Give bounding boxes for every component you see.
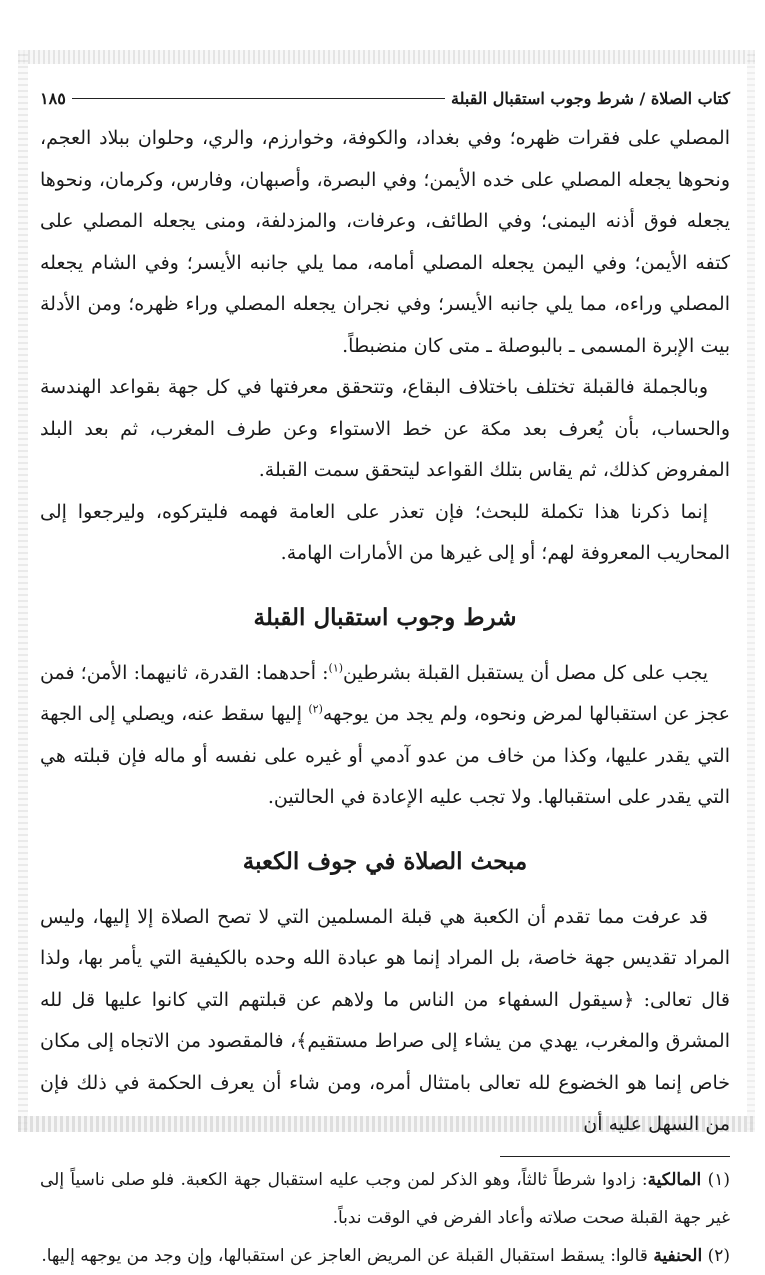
header-rule <box>72 98 445 99</box>
condition-text-1: يجب على كل مصل أن يستقبل القبلة بشرطين <box>343 661 708 684</box>
paragraph-kaaba-prayer: قد عرفت مما تقدم أن الكعبة هي قبلة المسلمين التي لا تصح الصلاة إلا إليها، وليس المراد تقديس جهة خاصة، بل المراد إنما هو عبادة الله وحده بالكيفية التي يأمر بها، ولذا قال تعالى: ﴿سيقول السفهاء من الناس ما ولاهم عن قبلتهم التي كانوا عليها قل لله المشرق والمغرب، يهدي من يشاء إلى صراط مستقيم﴾، فالمقصود من الاتجاه إلى مكان خاص إنما هو الخضوع لله تعالى بامتثال أمره، ومن شاء أن يعرف الحكمة في ذلك فإن من السهل عليه أن <box>40 905 730 1135</box>
footnote-1-label: المالكية <box>647 1169 702 1190</box>
section-heading-qibla-condition: شرط وجوب استقبال القبلة <box>253 603 517 631</box>
footnote-2 <box>40 1237 730 1275</box>
footnote-ref-1[interactable]: (١) <box>328 661 344 675</box>
running-title: كتاب الصلاة / شرط وجوب استقبال القبلة <box>451 88 730 108</box>
condition-text-3: إليها سقط عنه، ويصلي إلى الجهة التي يقدر عليها، وكذا من خاف من عدو آدمي أو غيره على نفسه أو ماله فإن قبلته هي التي يقدر على استقبالها. ولا تجب عليه الإعادة في الحالتين. <box>40 703 730 808</box>
footnote-1-text: : زادوا شرطاً ثالثاً، وهو الذكر لمن وجب عليه استقبال جهة الكعبة. فلو صلى ناسياً إلى غير جهة القبلة صحت صلاته وأعاد الفرض في الوقت ندباً. <box>40 1169 730 1228</box>
paragraph-qibla-condition <box>40 653 730 819</box>
footnote-2-label: الحنفية <box>653 1245 703 1266</box>
footnote-2-text: قالوا: يسقط استقبال القبلة عن المريض العاجز عن استقبالها، وإن وجد من يوجهه إليها. <box>41 1245 654 1266</box>
paragraph-qibla-note: إنما ذكرنا هذا تكملة للبحث؛ فإن تعذر على العامة فهمه فليتركوه، وليرجعوا إلى المحاريب المعروفة لهم؛ أو إلى غيرها من الأمارات الهامة. <box>40 500 730 564</box>
paragraph-qibla-directions: المصلي على فقرات ظهره؛ وفي بغداد، والكوفة، وخوارزم، والري، وحلوان ببلاد العجم، ونحوها يجعله المصلي على خده الأيمن؛ وفي البصرة، وأصبهان، وفارس، وكرمان، ونحوها يجعله فوق أذنه اليمنى؛ وفي الطائف، وعرفات، والمزدلفة، ومنى يجعله المصلي على كتفه الأيمن؛ وفي اليمن يجعله المصلي أمامه، مما يلي جانبه الأيسر؛ وفي الشام يجعله المصلي وراءه، مما يلي جانبه الأيسر؛ وفي نجران يجعله المصلي وراء ظهره؛ ومن الأدلة بيت الإبرة المسمى ـ بالبوصلة ـ متى كان منضبطاً. <box>40 127 730 357</box>
footnote-2-marker: (٢) <box>707 1245 730 1266</box>
paragraph-qibla-geometry: وبالجملة فالقبلة تختلف باختلاف البقاع، وتتحقق معرفتها في كل جهة بقواعد الهندسة والحساب، بأن يُعرف بعد مكة عن خط الاستواء وعن طرف المغرب، ثم بعد البلد المفروض كذلك، ثم يقاس بتلك القواعد ليتحقق سمت القبلة. <box>40 376 730 481</box>
section-heading-kaaba-prayer: مبحث الصلاة في جوف الكعبة <box>242 847 528 875</box>
footnote-1-marker: (١) <box>707 1169 731 1190</box>
book-page <box>40 78 730 1275</box>
running-header <box>40 78 730 118</box>
scan-border-left <box>18 50 28 1130</box>
footnote-1 <box>40 1161 730 1237</box>
scan-border-right <box>747 50 755 1130</box>
scan-border-top <box>18 50 755 64</box>
footnote-ref-2[interactable]: (٢) <box>308 702 323 716</box>
page-number: ١٨٥ <box>40 88 66 108</box>
condition-text-2: : أحدهما: القدرة، ثانيهما: الأمن؛ فمن عجز عن استقبالها لمرض ونحوه، ولم يجد من يوجهه <box>40 661 730 725</box>
